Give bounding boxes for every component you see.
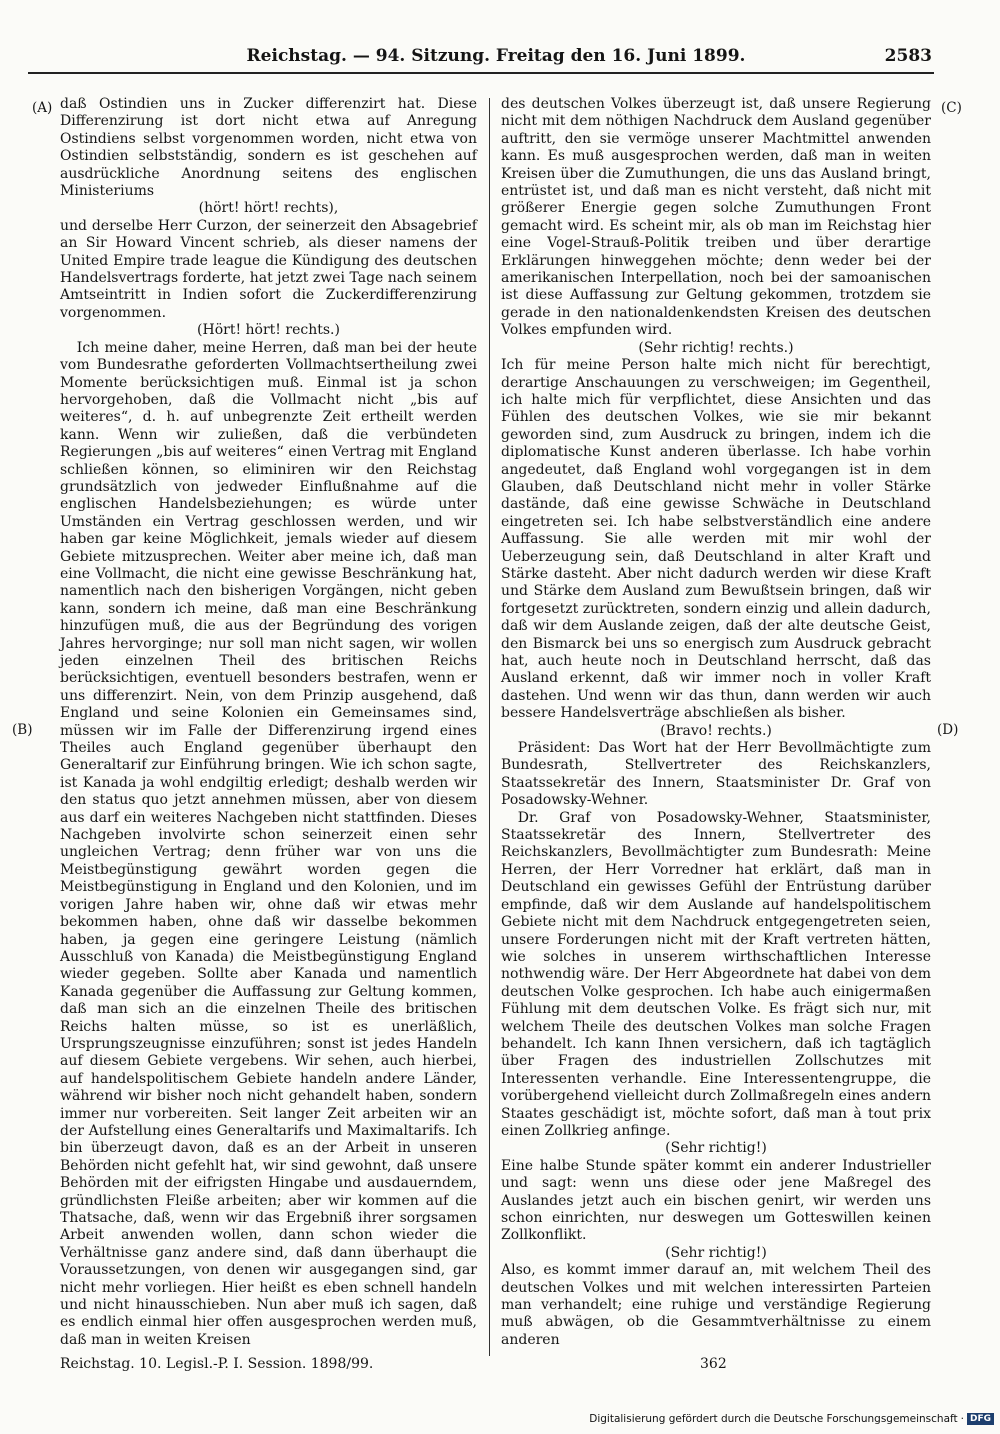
paragraph: und derselbe Herr Curzon, der seinerzeit den Absagebrief an Sir Howard Vincent schrieb, als dieser namens der United Empire trade league die Kündigung des deutschen Handelsvertrags forderte, hat jetzt zwei Tage nach seinem Amtseintritt in Indien sofort die Zuckerdifferenzirung vorgenommen. [60, 217, 477, 321]
footer-signature: 362 [700, 1356, 727, 1372]
paragraph: Ich für meine Person halte mich nicht für berechtigt, derartige Anschauungen zu verschweigen; im Gegentheil, ich halte mich für verpflichtet, diese Ansichten und das Fühlen des deutschen Volkes, wie sie mir bekannt geworden sind, zum Ausdruck zu bringen, indem ich die diplomatische Kunst anderen überlasse. Ich habe vorhin angedeutet, daß England wohl vorgegangen ist in dem Glauben, daß Deutschland nicht mehr in voller Stärke dastände, daß eine gewisse Schwäche in Deutschland eingetreten sei. Ich habe selbstverständlich eine andere Auffassung. Sie alle werden mit mir wohl der Ueberzeugung sein, daß Deutschland in alter Kraft und Stärke dasteht. Aber nicht dadurch werden wir diese Kraft und Stärke dem Ausland zum Bewußtsein bringen, daß wir fortgesetzt zurücktreten, sondern einzig und allein dadurch, daß wir dem Auslande zeigen, daß der alte deutsche Geist, den Bismarck bei uns so energisch zum Ausdruck gebracht hat, auch heute noch in Deutschland herrscht, daß das Ausland erkennt, daß wir immer noch in voller Kraft dastehen. Und wenn wir das thun, dann werden wir auch bessere Handelsverträge abschließen als bisher. [501, 357, 931, 722]
dfg-notice: Digitalisierung gefördert durch die Deutsche Forschungsgemeinschaft · DFG [589, 1413, 994, 1425]
left-column [60, 96, 477, 1349]
margin-label-d: (D) [937, 722, 959, 738]
margin-label-c: (C) [941, 100, 962, 116]
header-rule [28, 72, 934, 74]
right-column [501, 96, 931, 1349]
dfg-notice-text: Digitalisierung gefördert durch die Deutsche Forschungsgemeinschaft [589, 1413, 958, 1425]
interjection: (Sehr richtig! rechts.) [638, 339, 794, 356]
dfg-logo: DFG [967, 1413, 994, 1425]
margin-label-a: (A) [32, 100, 53, 116]
interjection: (Sehr richtig!) [665, 1244, 767, 1261]
page-number: 2583 [884, 46, 932, 66]
interjection: (Hört! hört! rechts.) [197, 322, 340, 339]
paragraph: des deutschen Volkes überzeugt ist, daß unsere Regierung nicht mit dem nöthigen Nachdruck dem Ausland gegenüber auftritt, den sie vermöge unserer Machtmittel anwenden kann. Es muß ausgesprochen werden, daß man in weiten Kreisen über die Zumuthungen, die uns das Ausland bringt, entrüstet ist, und daß man es nicht versteht, daß nicht mit größerer Energie gegen solche Zumuthungen Front gemacht wird. Es scheint mir, als ob man im Reichstag hier eine Vogel-Strauß-Politik treiben und über derartige Erklärungen hinweggehen möchte; denn weder bei der amerikanischen Interpellation, noch bei der samoanischen ist diese Auffassung zur Geltung gekommen, trotzdem sie gerade in den nationaldenkendsten Kreisen des deutschen Volkes empfunden wird. [501, 96, 931, 339]
interjection: (Bravo! rechts.) [660, 722, 772, 739]
paragraph: Dr. Graf von Posadowsky-Wehner, Staatsminister, Staatssekretär des Innern, Stellvertreter des Reichskanzlers, Bevollmächtigter zum Bundesrath: Meine Herren, der Herr Vorredner hat erklärt, daß man in Deutschland ein gewisses Gefühl der Entrüstung darüber empfinde, daß wir dem Auslande auf handelspolitischem Gebiete nicht mit dem Nachdruck entgegengetreten seien, unsere Forderungen nicht mit der Kraft vertreten hätten, wie solches in unserem wirthschaftlichen Interesse nothwendig wäre. Der Herr Abgeordnete hat dabei von dem deutschen Volke gesprochen. Ich habe auch einigermaßen Fühlung mit dem deutschen Volke. Es frägt sich nur, mit welchem Theile des deutschen Volkes man solche Fragen behandelt. Ich kann Ihnen versichern, daß ich tagtäglich über Fragen des industriellen Zollschutzes mit Interessenten verhandle. Eine Interessentengruppe, die vorübergehend vielleicht durch Zollmaßregeln eines andern Staates geschädigt ist, möchte sofort, daß man à tout prix einen Zollkrieg anfinge. [501, 809, 931, 1139]
paragraph: Eine halbe Stunde später kommt ein anderer Industrieller und sagt: wenn uns diese oder jene Maßregel des Auslandes jetzt auch ein bischen genirt, wir werden uns schon einrichten, nur deswegen um Gotteswillen keinen Zollkonflikt. [501, 1157, 931, 1244]
running-title: Reichstag. — 94. Sitzung. Freitag den 16. Juni 1899. [246, 46, 746, 66]
paragraph: Ich meine daher, meine Herren, daß man bei der heute vom Bundesrathe geforderten Vollmachtsertheilung zwei Momente berücksichtigen muß. Einmal ist ja schon hervorgehoben, daß die Vollmacht nicht „bis auf weiteres“, d. h. auf unbegrenzte Zeit ertheilt werden kann. Wenn wir zuließen, daß die verbündeten Regierungen „bis auf weiteres“ einen Vertrag mit England schließen können, so eliminiren wir den Reichstag grundsätzlich von jedweder Einflußnahme auf die englischen Handelsbeziehungen; es würde unter Umständen ein Vertrag geschlossen werden, und wir haben gar keine Möglichkeit, jemals wieder auf diesem Gebiete mitzusprechen. Weiter aber meine ich, daß man eine Vollmacht, die nicht eine gewisse Beschränkung hat, namentlich nach den bisherigen Vorgängen, nicht geben kann, sondern ich meine, daß man eine Beschränkung hinzufügen muß, die aus der Begründung des vorigen Jahres hervorginge; nur soll man nicht sagen, wir wollen jeden einzelnen Theil des britischen Reichs berücksichtigen, eventuell besonders bestrafen, wenn er uns differenzirt. Nein, von dem Prinzip ausgehend, daß England und seine Kolonien ein Gemeinsames sind, müssen wir im Falle der Differenzirung irgend eines Theiles auch England gegenüber überhaupt den Generaltarif zur Einführung bringen. Wie ich schon sagte, ist Kanada ja wohl endgiltig erledigt; deshalb werden wir den status quo jetzt annehmen müssen, aber von diesem aus darf ein weiteres Nachgeben nicht stattfinden. Dieses Nachgeben involvirte schon seinerzeit einen sehr ungleichen Vertrag; denn früher war von uns die Meistbegünstigung gewährt worden gegen die Meistbegünstigung in England und den Kolonien, und im vorigen Jahre haben wir, ohne daß wir etwas mehr bekommen haben, ohne daß wir dasselbe bekommen haben, ja gegen eine geringere Leistung (nämlich Ausschluß von Kanada) die Meistbegünstigung England wieder gegeben. Sollte aber Kanada und namentlich Kanada gegenüber die Auffassung zur Geltung kommen, daß man sich an die einzelnen Theile des britischen Reichs halten müsse, so ist es unerläßlich, Ursprungszeugnisse einzuführen; sonst ist jedes Handeln auf diesem Gebiete vergebens. Wir sehen, auch hierbei, auf handelspolitischem Gebiete handeln andere Länder, während wir bisher noch nicht gehandelt haben, sondern immer nur vorbereiten. Seit langer Zeit arbeiten wir an der Aufstellung eines Generaltarifs und Maximaltarifs. Ich bin überzeugt davon, daß es an der Arbeit in unseren Behörden nicht gefehlt hat, wir sind gewohnt, daß unsere Behörden mit der eifrigsten Hingabe und ausdauerndem, gründlichsten Fleiße arbeiten; aber wir kommen auf die Thatsache, daß, wenn wir das Ergebniß ihrer sorgsamen Arbeit anwenden wollen, dann schon wieder die Verhältnisse ganz andere sind, daß dann überhaupt die Voraussetzungen, von denen wir ausgegangen sind, gar nicht mehr vorliegen. Hier heißt es eben schnell handeln und nicht hinausschieben. Nun aber muß ich sagen, daß es endlich einmal hier offen ausgesprochen werden muß, daß man in weiten Kreisen [60, 339, 477, 1348]
paragraph: Präsident: Das Wort hat der Herr Bevollmächtigte zum Bundesrath, Stellvertreter des Reichskanzlers, Staatssekretär des Innern, Staatsminister Dr. Graf von Posadowsky-Wehner. [501, 740, 931, 809]
page-header [60, 46, 932, 72]
footer-session: Reichstag. 10. Legisl.-P. I. Session. 1898/99. [60, 1356, 374, 1372]
paragraph: daß Ostindien uns in Zucker differenzirt hat. Diese Differenzirung ist dort nicht etwa auf Anregung Ostindiens selbst vorgenommen worden, nicht etwa von Ostindien selbstständig, sondern es ist geschehen auf ausdrückliche Anordnung seitens des englischen Ministeriums [60, 96, 477, 200]
margin-label-b: (B) [12, 722, 33, 738]
column-divider [489, 98, 490, 1356]
paragraph: Also, es kommt immer darauf an, mit welchem Theil des deutschen Volkes und mit welchen interessirten Parteien man verhandelt; eine ruhige und verständige Regierung muß abwägen, ob die Gesammtverhältnisse zu einem anderen [501, 1262, 931, 1348]
interjection: (Sehr richtig!) [665, 1140, 767, 1157]
interjection: (hört! hört! rechts), [198, 200, 339, 217]
